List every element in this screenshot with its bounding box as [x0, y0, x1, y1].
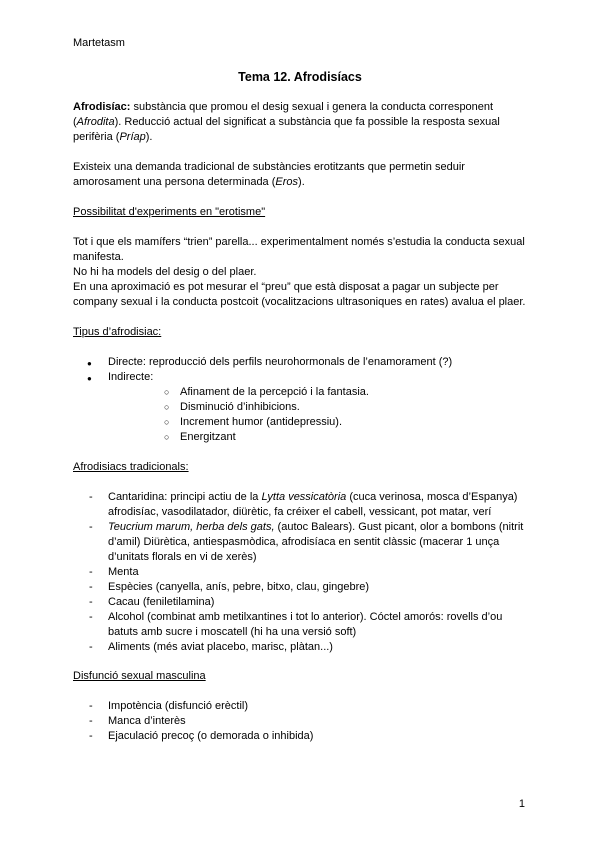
definition-paragraph	[73, 100, 528, 145]
text-italic: Afrodita	[76, 116, 115, 128]
experiments-line: No hi ha models del desig o del plaer.	[73, 266, 257, 278]
list-item: ○ Energitzant	[108, 430, 528, 445]
list-item: - Alcohol (combinat amb metilxantines i tot lo anterior). Cóctel amorós: rovells d’ou batuts amb sucre i moscatell (hi ha una versió soft)	[73, 610, 528, 640]
text: substància que promou el desig sexual i genera la conducta corresponent (	[73, 101, 494, 128]
text: (cuca verinosa, mosca d’Espanya) afrodisíac, vasodilatador, diürètic, fa créixer el cabell, vessicant, pot matar, verí	[108, 491, 518, 518]
section-heading-dysfunction: Disfunció sexual masculina	[73, 670, 206, 682]
text: Cantaridina: principi actiu de la	[108, 491, 262, 503]
experiments-line: Tot i que els mamífers “trien” parella... experimentalment només s’estudia la conducta sexual manifesta.	[73, 236, 525, 263]
text: Indirecte:	[108, 371, 154, 383]
list-item: - Ejaculació precoç (o demorada o inhibida)	[73, 729, 528, 744]
text: (autoc Balears). Gust picant, olor a bombons (nitrit d’amil) Diürètica, antiespasmòdica, afrodisíaca en sentit clàssic (macerar 1 unça d’unitats florals en vi de xerès)	[108, 521, 524, 563]
list-item: - Impotència (disfunció erèctil)	[73, 699, 528, 714]
text-italic: Teucrium marum, herba dels gats,	[108, 521, 275, 533]
dysfunction-list	[73, 699, 528, 744]
list-item	[73, 520, 528, 565]
list-item: ○ Afinament de la percepció i la fantasia.	[108, 385, 528, 400]
text: Existeix una demanda tradicional de substàncies erotitzants que permetin seduir amorosament una persona determinada (	[73, 161, 465, 188]
page-header: Martetasm	[73, 37, 125, 49]
list-item: - Manca d’interès	[73, 714, 528, 729]
section-heading-experiments: Possibilitat d'experiments en "erotisme"	[73, 206, 266, 218]
document-body	[73, 100, 528, 744]
list-item: - Aliments (més aviat placebo, marisc, plàtan...)	[73, 640, 528, 655]
section-heading-traditional: Afrodisiacs tradicionals:	[73, 461, 189, 473]
list-item: ○ Disminució d’inhibicions.	[108, 400, 528, 415]
text: ). Reducció actual del significat a substància que fa possible la resposta sexual perifèria (	[73, 116, 500, 143]
indirect-sublist	[108, 385, 528, 445]
text: ).	[145, 131, 153, 143]
list-item	[73, 370, 528, 445]
text-italic: Príap	[119, 131, 146, 143]
demand-paragraph	[73, 160, 528, 190]
list-item: - Menta	[73, 565, 528, 580]
traditional-list	[73, 490, 528, 655]
types-list	[73, 355, 528, 445]
section-heading-types: Tipus d’afrodisiac:	[73, 326, 162, 338]
text: ).	[298, 176, 305, 188]
list-item: - Espècies (canyella, anís, pebre, bitxo, clau, gingebre)	[73, 580, 528, 595]
page-title: Tema 12. Afrodisíacs	[238, 70, 362, 84]
page-number: 1	[518, 798, 525, 810]
definition-term: Afrodisíac:	[73, 101, 131, 113]
list-item	[73, 490, 528, 520]
experiments-line: En una aproximació es pot mesurar el “preu” que està disposat a pagar un subjecte per company sexual i la conducta postcoit (vocalitzacions ultrasoniques en rates) avalua el plaer.	[73, 281, 526, 308]
list-item: ● Directe: reproducció dels perfils neurohormonals de l’enamorament (?)	[73, 355, 528, 370]
list-item: - Cacau (feniletilamina)	[73, 595, 528, 610]
text-italic: Eros	[275, 176, 299, 188]
list-item: ○ Increment humor (antidepressiu).	[108, 415, 528, 430]
text-italic: Lytta vessicatòria	[261, 491, 347, 503]
